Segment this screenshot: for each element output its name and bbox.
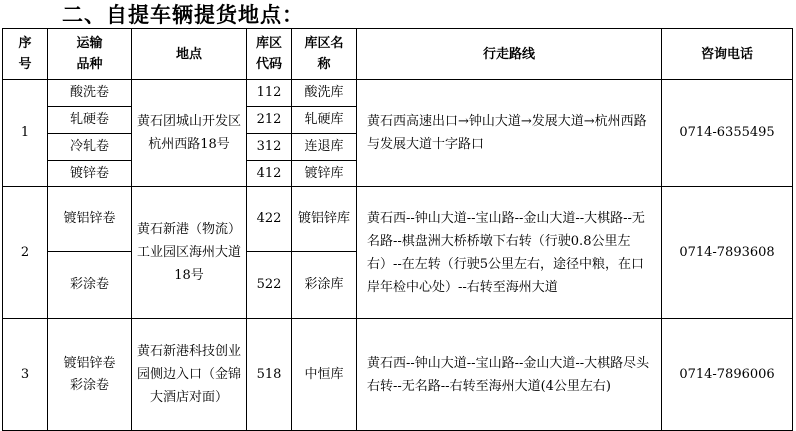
cell-code: 312	[247, 134, 292, 161]
header-code: 库区 代码	[247, 29, 292, 80]
table-row	[3, 319, 793, 431]
cell-code: 422	[247, 187, 292, 252]
cell-place: 黄石团城山开发区杭州西路18号	[132, 80, 247, 187]
cell-product: 冷轧卷	[48, 134, 132, 161]
cell-name: 酸洗库	[292, 80, 357, 107]
cell-seq: 3	[3, 319, 48, 431]
table-row	[3, 80, 793, 107]
header-product: 运输 品种	[48, 29, 132, 80]
cell-route: 黄石西--钟山大道--宝山路--金山大道--大棋路--无名路--棋盘洲大桥桥墩下右转（行驶0.8公里左右）--在左转（行驶5公里左右，途径中粮，在口岸年检中心处）--右转至海州大道	[357, 187, 662, 319]
header-route: 行走路线	[357, 29, 662, 80]
header-name: 库区名 称	[292, 29, 357, 80]
cell-phone: 0714-7893608	[662, 187, 793, 319]
cell-name: 镀铝锌库	[292, 187, 357, 252]
cell-route: 黄石西高速出口→钟山大道→发展大道→杭州西路与发展大道十字路口	[357, 80, 662, 187]
cell-name: 连退库	[292, 134, 357, 161]
cell-code: 112	[247, 80, 292, 107]
cell-product: 镀铝锌卷	[48, 187, 132, 252]
header-phone: 咨询电话	[662, 29, 793, 80]
cell-code: 518	[247, 319, 292, 431]
cell-product: 酸洗卷	[48, 80, 132, 107]
header-place: 地点	[132, 29, 247, 80]
table-row	[3, 187, 793, 252]
section-heading: 二、自提车辆提货地点：	[62, 3, 304, 27]
cell-product: 镀锌卷	[48, 161, 132, 187]
cell-name: 轧硬库	[292, 107, 357, 134]
cell-name: 彩涂库	[292, 252, 357, 319]
cell-name: 中恒库	[292, 319, 357, 431]
cell-place: 黄石新港科技创业园侧边入口（金锦大酒店对面）	[132, 319, 247, 431]
cell-product: 彩涂卷	[48, 252, 132, 319]
cell-product: 轧硬卷	[48, 107, 132, 134]
cell-code: 522	[247, 252, 292, 319]
cell-phone: 0714-7896006	[662, 319, 793, 431]
pickup-locations-table	[2, 28, 793, 431]
cell-code: 212	[247, 107, 292, 134]
header-row	[3, 29, 793, 80]
cell-seq: 2	[3, 187, 48, 319]
cell-route: 黄石西--钟山大道--宝山路--金山大道--大棋路尽头右转--无名路--右转至海州大道(4公里左右)	[357, 319, 662, 431]
cell-phone: 0714-6355495	[662, 80, 793, 187]
cell-name: 镀锌库	[292, 161, 357, 187]
cell-code: 412	[247, 161, 292, 187]
cell-product: 镀铝锌卷 彩涂卷	[48, 319, 132, 431]
cell-seq: 1	[3, 80, 48, 187]
header-seq: 序 号	[3, 29, 48, 80]
cell-place: 黄石新港（物流）工业园区海州大道18号	[132, 187, 247, 319]
